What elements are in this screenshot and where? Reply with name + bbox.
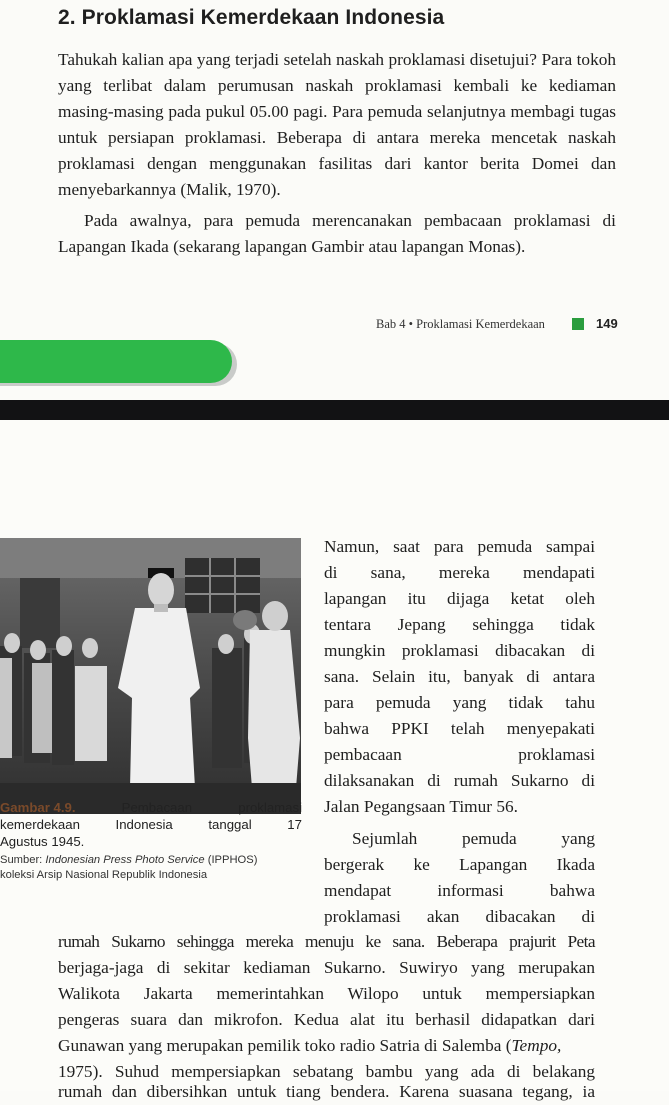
proclamation-photo-image	[0, 538, 301, 814]
text-line: pembacaan proklamasi	[324, 745, 595, 764]
text-line: pengeras suara dan mikrofon. Kedua alat itu berhasil didapatkan dari	[58, 1010, 595, 1029]
section-heading: 2. Proklamasi Kemerdekaan Indonesia	[58, 6, 445, 29]
text-line-tempo	[58, 1033, 595, 1059]
text-line: rumah Sukarno sehingga mereka menuju ke sana. Beberapa prajurit Peta	[58, 932, 595, 951]
text-line: mungkin proklamasi dibacakan di	[324, 641, 595, 660]
page-149	[0, 0, 669, 400]
text-line: proklamasi akan dibacakan di	[324, 907, 595, 926]
green-square-marker	[572, 318, 584, 330]
text-line: lapangan itu dijaga ketat oleh	[324, 589, 595, 608]
text-line-part: Gunawan yang merupakan pemilik toko radio Satria di Salemba (	[58, 1036, 512, 1055]
text-line: di sana, mereka mendapati	[324, 563, 595, 582]
text-line: para pemuda yang tidak tahu	[324, 693, 595, 712]
page-number: 149	[596, 316, 618, 331]
text-line: Sejumlah pemuda yang	[352, 829, 595, 848]
source-italic: Indonesian Press Photo Service	[45, 854, 205, 866]
tempo-italic: Tempo,	[511, 1036, 562, 1055]
caption-word: 17	[287, 817, 302, 832]
text-line: bergerak ke Lapangan Ikada	[324, 855, 595, 874]
text-line: Walikota Jakarta memerintahkan Wilopo untuk mempersiapkan	[58, 984, 595, 1003]
text-line: berjaga-jaga di sekitar kediaman Sukarno. Suwiryo yang merupakan	[58, 958, 595, 977]
source-suffix: (IPPHOS)	[204, 854, 258, 866]
caption-word: tanggal	[208, 817, 252, 832]
text-line: tentara Jepang sehingga tidak	[324, 615, 595, 634]
text-line: mendapat informasi bahwa	[324, 881, 595, 900]
green-tab-bar	[0, 340, 232, 383]
page-gap	[0, 400, 669, 420]
paragraph-2: Pada awalnya, para pemuda merencanakan pembacaan proklamasi di Lapangan Ikada (sekarang lapangan Gambir atau lapangan Monas).	[58, 211, 616, 256]
chapter-label: Bab 4 • Proklamasi Kemerdekaan	[376, 317, 545, 331]
caption-word: kemerdekaan	[0, 817, 80, 832]
source-prefix: Sumber:	[0, 854, 46, 866]
text-line: bahwa PPKI telah menyepakati	[324, 719, 595, 738]
proclamation-photo	[0, 538, 301, 814]
text-line: sana. Selain itu, banyak di antara	[324, 667, 595, 686]
caption-word: proklamasi	[238, 800, 302, 815]
figure-label: Gambar 4.9.	[0, 800, 76, 815]
caption-word: Pembacaan	[121, 800, 193, 815]
cut-off-line: rumah dan dibersihkan untuk tiang bendera. Karena suasana tegang, ia	[58, 1082, 595, 1101]
figure-caption	[0, 799, 302, 850]
text-line: Jalan Pegangsaan Timur 56.	[324, 797, 518, 816]
page-footer	[376, 316, 616, 334]
caption-line-3: Agustus 1945.	[0, 834, 85, 849]
page-150	[0, 420, 669, 1101]
text-line: Namun, saat para pemuda sampai	[324, 537, 595, 556]
text-line: 1975). Suhud mempersiapkan sebatang bambu yang ada di belakang	[58, 1062, 595, 1081]
source-line-2: koleksi Arsip Nasional Republik Indonesia	[0, 869, 208, 881]
caption-word: Indonesia	[115, 817, 173, 832]
figure-source	[0, 853, 302, 883]
paragraph-1: Tahukah kalian apa yang terjadi setelah naskah proklamasi disetujui? Para tokoh yang terlibat dalam perumusan naskah proklamasi kembali ke kediaman masing-masing pada pukul 05.00 pagi. Para pemuda selanjutnya membagi tugas untuk persiapan proklamasi. Beberapa di antara mereka mencetak naskah proklamasi dengan menggunakan fasilitas dari kantor berita Domei dan menyebarkannya (Malik, 1970).	[58, 50, 616, 199]
text-line: dilaksanakan di rumah Sukarno di	[324, 771, 595, 790]
